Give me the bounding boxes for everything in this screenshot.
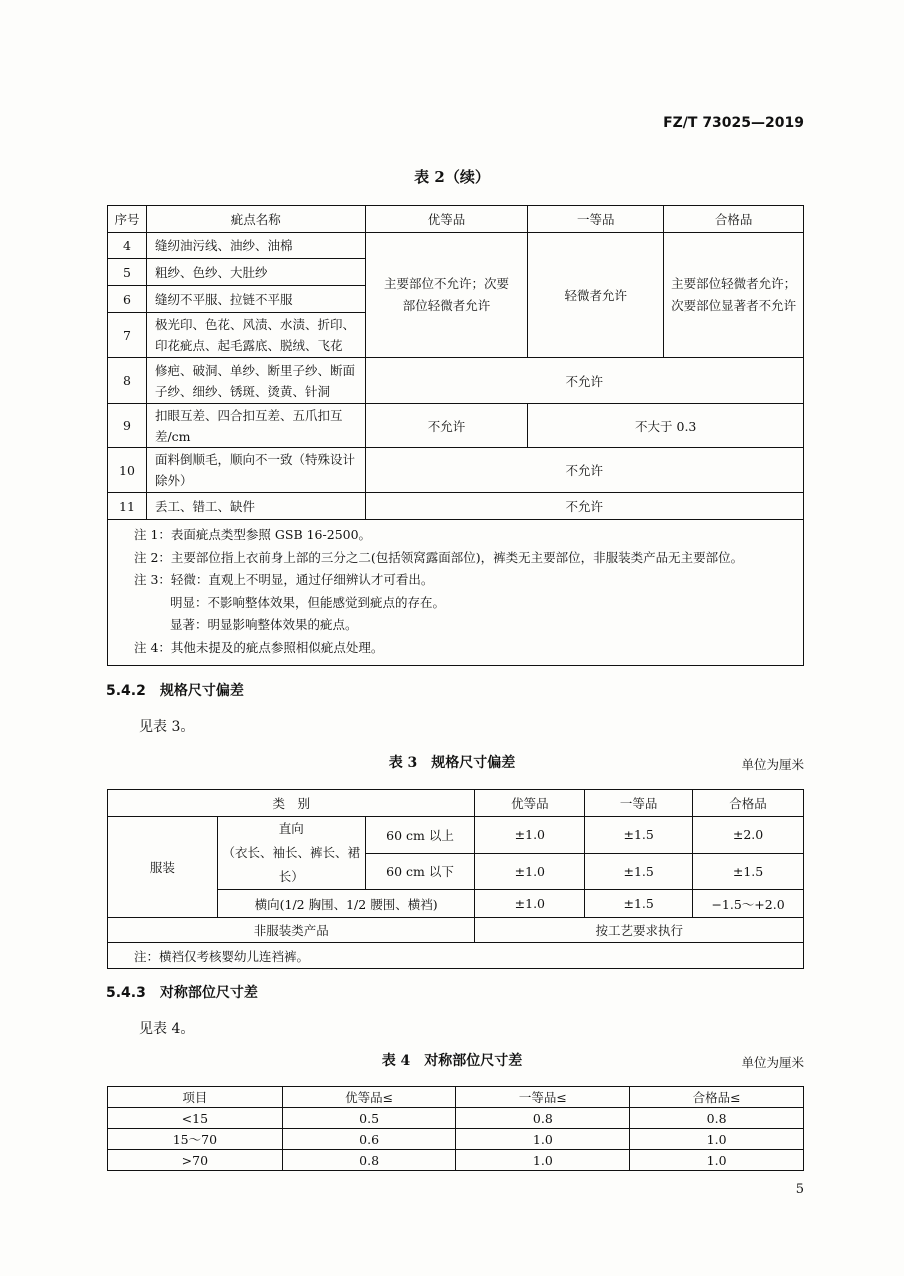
- row-number: 10: [108, 448, 147, 493]
- table3-header-qualified: 合格品: [693, 790, 804, 817]
- table2-note-3-significant: 显著：明显影响整体效果的疵点。: [170, 617, 358, 632]
- defect-name: 缝纫油污线、油纱、油棉: [146, 233, 365, 259]
- table3-unit: 单位为厘米: [741, 757, 804, 772]
- table2-notes: [108, 520, 804, 666]
- row-number: 9: [108, 404, 147, 448]
- section-5-4-3-text: 见表 4。: [139, 1021, 195, 1037]
- table2-row: [108, 404, 804, 448]
- value-first: 1.0: [456, 1150, 630, 1171]
- table3-row: [108, 918, 804, 943]
- table3-row: [108, 817, 804, 854]
- table4-header-qualified: 合格品≤: [630, 1087, 804, 1108]
- defect-name: 扣眼互差、四合扣互差、五爪扣互差/cm: [146, 404, 365, 448]
- group-4-7-premium: 主要部位不允许；次要部位轻微者允许: [365, 233, 528, 358]
- table4-row: [108, 1129, 804, 1150]
- table2-header-row: [108, 206, 804, 233]
- value-first: ±1.5: [585, 817, 693, 854]
- section-5-4-3-heading: 5.4.3 对称部位尺寸差: [106, 985, 258, 1001]
- table4-header-row: [108, 1087, 804, 1108]
- value-premium: 0.5: [282, 1108, 456, 1129]
- table3-note: 注：横裆仅考核婴幼儿连裆裤。: [108, 943, 804, 969]
- table2: [107, 205, 804, 666]
- value-qualified: −1.5～+2.0: [693, 890, 804, 918]
- straight-label: 直向: [278, 821, 304, 836]
- defect-name: 缝纫不平服、拉链不平服: [146, 286, 365, 313]
- row9-premium: 不允许: [365, 404, 528, 448]
- table2-row: [108, 493, 804, 520]
- page-number: 5: [795, 1182, 804, 1197]
- value-qualified: 0.8: [630, 1108, 804, 1129]
- garment-label: 服装: [108, 817, 218, 918]
- standard-code: FZ/T 73025—2019: [663, 115, 804, 131]
- table2-header-name: 疵点名称: [146, 206, 365, 233]
- table2-row: [108, 358, 804, 404]
- table4-header-premium: 优等品≤: [282, 1087, 456, 1108]
- row8-all-grades: 不允许: [365, 358, 803, 404]
- table2-notes-row: [108, 520, 804, 666]
- table2-row: [108, 448, 804, 493]
- table4-header-item: 项目: [108, 1087, 283, 1108]
- row-number: 6: [108, 286, 147, 313]
- table2-note-4: 注 4：其他未提及的疵点参照相似疵点处理。: [134, 639, 384, 655]
- value-first: ±1.5: [585, 890, 693, 918]
- straight-sub-label: （衣长、袖长、裤长、裙长）: [222, 845, 360, 884]
- row-number: 5: [108, 259, 147, 286]
- defect-name: 极光印、色花、风渍、水渍、折印、印花疵点、起毛露底、脱绒、飞花: [146, 313, 365, 358]
- item-range: 15～70: [108, 1129, 283, 1150]
- value-premium: 0.8: [282, 1150, 456, 1171]
- group-4-7-qualified: 主要部位轻微者允许；次要部位显著者不允许: [664, 233, 804, 358]
- table3: [107, 789, 804, 969]
- table4-row: [108, 1108, 804, 1129]
- table4-caption: 表 4 对称部位尺寸差: [381, 1053, 523, 1069]
- table4-unit: 单位为厘米: [741, 1055, 804, 1070]
- size-60-down: 60 cm 以下: [365, 853, 475, 890]
- table2-header-premium: 优等品: [365, 206, 528, 233]
- table3-caption: 表 3 规格尺寸偏差: [388, 755, 516, 771]
- row9-first-qualified: 不大于 0.3: [528, 404, 804, 448]
- row10-all-grades: 不允许: [365, 448, 803, 493]
- table3-header-premium: 优等品: [475, 790, 585, 817]
- value-first: 0.8: [456, 1108, 630, 1129]
- value-premium: ±1.0: [475, 853, 585, 890]
- table4-row: [108, 1150, 804, 1171]
- value-qualified: 1.0: [630, 1150, 804, 1171]
- table3-note-row: [108, 943, 804, 969]
- row11-all-grades: 不允许: [365, 493, 803, 520]
- straight-direction: [217, 817, 365, 890]
- item-range: <15: [108, 1108, 283, 1129]
- value-first: 1.0: [456, 1129, 630, 1150]
- row-number: 11: [108, 493, 147, 520]
- table2-note-3-obvious: 明显：不影响整体效果，但能感觉到疵点的存在。: [170, 594, 446, 610]
- value-qualified: 1.0: [630, 1129, 804, 1150]
- table3-header-category: 类 别: [108, 790, 475, 817]
- horizontal-label: 横向(1/2 胸围、1/2 腰围、横裆): [217, 890, 475, 918]
- row-number: 4: [108, 233, 147, 259]
- group-4-7-first: 轻微者允许: [528, 233, 664, 358]
- table2-note-3: 注 3：轻微：直观上不明显，通过仔细辨认才可看出。: [134, 572, 434, 587]
- table2-note-2: 注 2：主要部位指上衣前身上部的三分之二(包括领窝露面部位)，裤类无主要部位，非服装类产品无主要部位。: [134, 549, 744, 565]
- section-5-4-2-text: 见表 3。: [139, 719, 195, 735]
- table2-header-no: 序号: [108, 206, 147, 233]
- section-5-4-2-heading: 5.4.2 规格尺寸偏差: [106, 683, 244, 699]
- table3-header-first: 一等品: [585, 790, 693, 817]
- table3-header-row: [108, 790, 804, 817]
- value-premium: ±1.0: [475, 890, 585, 918]
- row-number: 7: [108, 313, 147, 358]
- defect-name: 面料倒顺毛，顺向不一致（特殊设计除外）: [146, 448, 365, 493]
- defect-name: 丢工、错工、缺件: [146, 493, 365, 520]
- defect-name: 修疤、破洞、单纱、断里子纱、断面子纱、细纱、锈斑、烫黄、针洞: [146, 358, 365, 404]
- table2-caption: 表 2（续）: [414, 168, 490, 186]
- size-60-up: 60 cm 以上: [365, 817, 475, 854]
- row-number: 8: [108, 358, 147, 404]
- value-first: ±1.5: [585, 853, 693, 890]
- table2-header-qualified: 合格品: [664, 206, 804, 233]
- item-range: >70: [108, 1150, 283, 1171]
- non-garment-label: 非服装类产品: [108, 918, 475, 943]
- table4-header-first: 一等品≤: [456, 1087, 630, 1108]
- non-garment-value: 按工艺要求执行: [475, 918, 804, 943]
- table2-note-1: 注 1：表面疵点类型参照 GSB 16-2500。: [134, 527, 372, 542]
- value-premium: 0.6: [282, 1129, 456, 1150]
- table2-row: [108, 233, 804, 259]
- value-premium: ±1.0: [475, 817, 585, 854]
- defect-name: 粗纱、色纱、大肚纱: [146, 259, 365, 286]
- table4: [107, 1086, 804, 1171]
- value-qualified: ±2.0: [693, 817, 804, 854]
- value-qualified: ±1.5: [693, 853, 804, 890]
- table2-header-first: 一等品: [528, 206, 664, 233]
